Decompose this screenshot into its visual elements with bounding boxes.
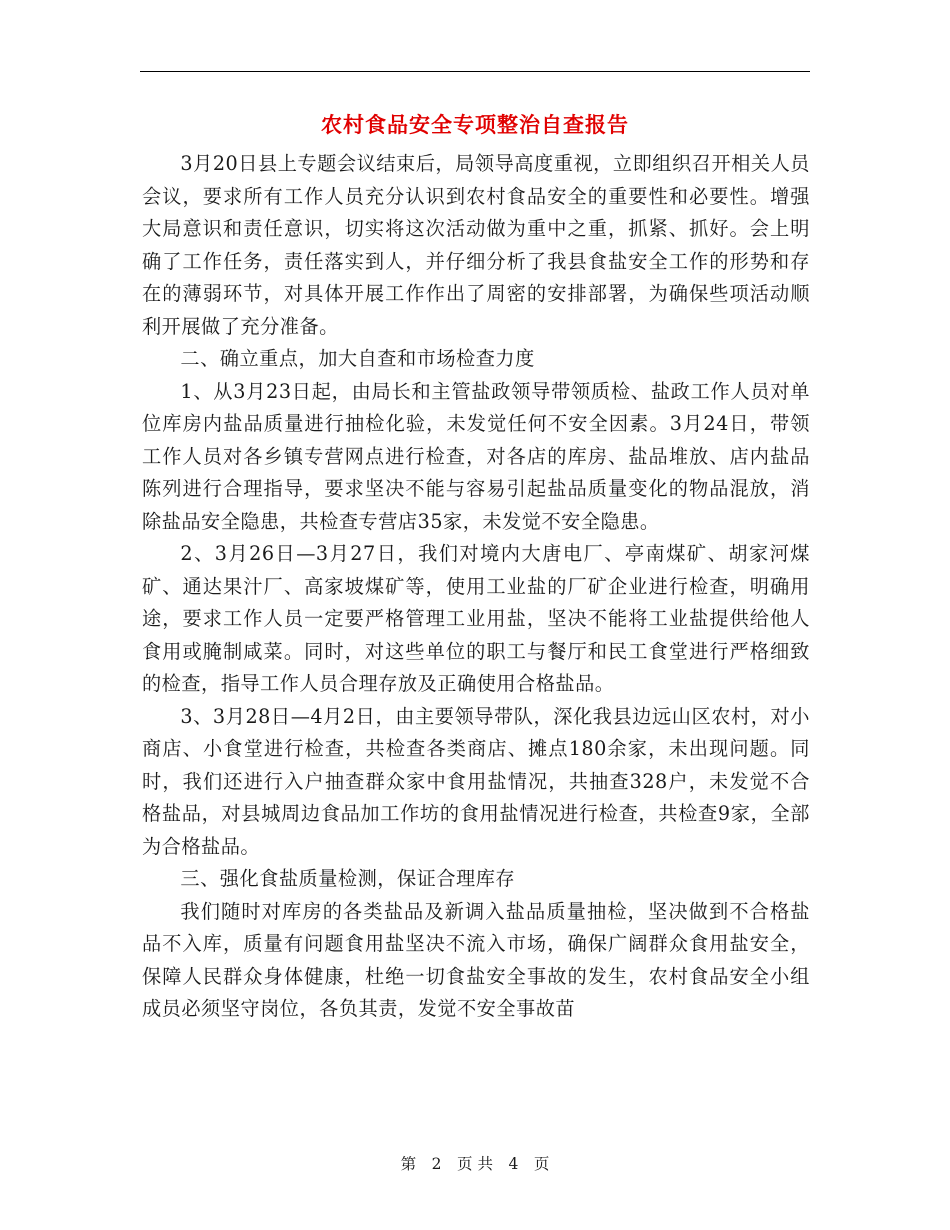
footer-suffix: 页 [533, 1155, 550, 1173]
section-heading: 三、强化食盐质量检测，保证合理库存 [180, 867, 516, 890]
paragraph: 2、3月26日—3月27日，我们对境内大唐电厂、亭南煤矿、胡家河煤矿、通达果汁厂、高家坡煤矿等，使用工业盐的厂矿企业进行检查，明确用途，要求工作人员一定要严格管理工业用盐，坚决不能将工业盐提供给他人食用或腌制咸菜。同时，对这些单位的职工与餐厅和民工食堂进行严格细致的检查，指导工作人员合理存放及正确使用合格盐品。 [142, 542, 810, 695]
document-title: 农村食品安全专项整治自查报告 [321, 112, 629, 137]
paragraph: 3、3月28日—4月2日，由主要领导带队，深化我县边远山区农村，对小商店、小食堂进行检查，共检查各类商店、摊点180余家，未出现问题。同时，我们还进行入户抽查群众家中食用盐情况，共抽查328户，未发觉不合格盐品，对县城周边食品加工作坊的食用盐情况进行检查，共检查9家，全部为合格盐品。 [142, 704, 810, 858]
section-heading: 二、确立重点，加大自查和市场检查力度 [180, 347, 535, 370]
footer-mid: 页 共 [457, 1155, 493, 1173]
page-footer [0, 1152, 950, 1176]
header-rule [140, 71, 810, 72]
paragraph: 1、从3月23日起，由局长和主管盐政领导带领质检、盐政工作人员对单位库房内盐品质量进行抽检化验，未发觉任何不安全因素。3月24日，带领工作人员对各乡镇专营网点进行检查，对各店的库房、盐品堆放、店内盐品陈列进行合理指导，要求坚决不能与容易引起盐品质量变化的物品混放，消除盐品安全隐患，共检查专营店35家，未发觉不安全隐患。 [142, 379, 810, 533]
footer-prefix: 第 [400, 1155, 417, 1173]
footer-page-number: 2 [431, 1155, 442, 1173]
paragraph: 我们随时对库房的各类盐品及新调入盐品质量抽检，坚决做到不合格盐品不入库，质量有问题食用盐坚决不流入市场，确保广阔群众食用盐安全，保障人民群众身体健康，杜绝一切食盐安全事故的发生，农村食品安全小组成员必须坚守岗位，各负其责，发觉不安全事故苗 [142, 899, 810, 1020]
footer-total-pages: 4 [508, 1155, 519, 1173]
paragraph: 3月20日县上专题会议结束后，局领导高度重视，立即组织召开相关人员会议，要求所有工作人员充分认识到农村食品安全的重要性和必要性。增强大局意识和责任意识，切实将这次活动做为重中之重，抓紧、抓好。会上明确了工作任务，责任落实到人，并仔细分析了我县食盐安全工作的形势和存在的薄弱环节，对具体开展工作作出了周密的安排部署，为确保些项活动顺利开展做了充分准备。 [142, 152, 810, 338]
document-body [142, 148, 810, 1026]
